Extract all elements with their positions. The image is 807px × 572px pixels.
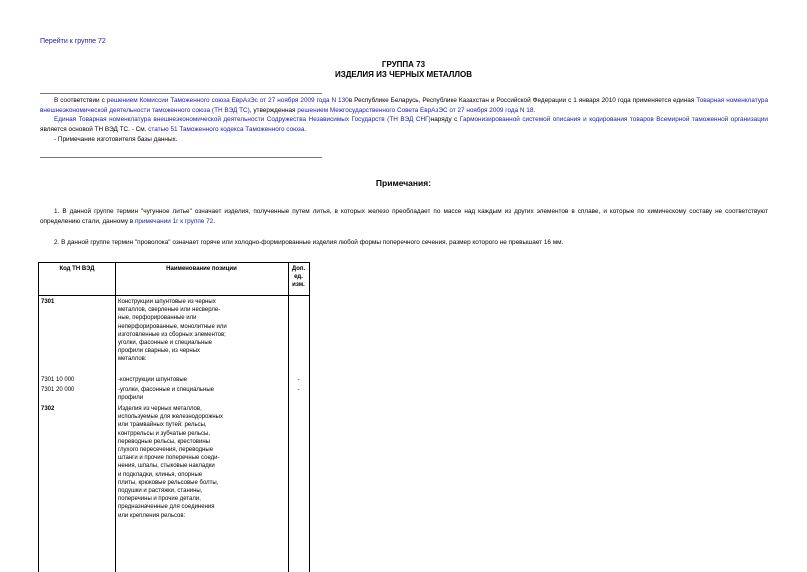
note-text: 1. В данной группе термин "чугунное литье" означает изделия, полученные путем литья, в которых железо преобладает по массе над каждым из других элементов в сплаве, и которые по химическому составу не соответствуют определению стали, данному в	[40, 208, 768, 225]
description-line: профили сварные, из черных	[118, 348, 201, 355]
description-line: штанги и прочие поперечные соеди-	[118, 455, 220, 462]
header-unit-line: изм.	[292, 282, 305, 288]
description-line: подушки и растяжки, станины,	[118, 488, 203, 495]
header-unit-line: Доп.	[291, 266, 306, 272]
table-row-code: 7302	[41, 406, 55, 412]
description-line: ные, перфорированные или	[118, 315, 197, 322]
description-line: или трамвайных путей: рельсы,	[118, 422, 207, 429]
preamble-text: , утвержденная	[249, 107, 298, 114]
table-row-description	[118, 376, 284, 384]
note-72-link[interactable]: примечании 1г к группе 72	[134, 218, 214, 225]
divider-bottom	[40, 157, 322, 158]
note-2	[40, 238, 768, 248]
preamble-text: наряду с	[430, 116, 460, 123]
column-divider	[288, 263, 289, 572]
council-decision-link[interactable]: решением Межгосударственного Совета ЕврАзЭС от 27 ноября 2009 года N 18	[297, 107, 534, 114]
preamble-text: является основой ТН ВЭД ТС. - См.	[40, 126, 149, 133]
commission-decision-link[interactable]: решением Комиссии Таможенного союза ЕврАзЭс от 27 ноября 2009 года N 130	[106, 97, 349, 104]
description-line: -уголки, фасонные и специальные	[118, 387, 215, 393]
note-1	[40, 207, 768, 227]
description-line: профили	[118, 395, 144, 402]
tnved-ts-link[interactable]: Товарная номенклатура внешнеэкономической деятельности таможенного союза (ТН ВЭД ТС)	[40, 97, 769, 114]
table-row-description	[118, 405, 284, 520]
description-line: переводные рельсы, крестовины	[118, 438, 210, 445]
tariff-table	[38, 262, 310, 572]
preamble-paragraph-3	[40, 135, 768, 145]
table-row-description	[118, 386, 284, 402]
db-maker-note: - Примечание изготовителя базы данных.	[54, 136, 178, 143]
description-line: и подкладки, клинья, опорные	[118, 471, 203, 478]
notes-heading: Примечания:	[375, 178, 432, 188]
table-row-unit: -	[297, 377, 300, 383]
preamble-paragraph-2	[40, 115, 768, 135]
description-line: поперечины и прочие детали,	[118, 496, 201, 503]
description-line: Изделия из черных металлов,	[118, 406, 202, 412]
description-line: уголки, фасонные и специальные	[118, 340, 213, 347]
customs-code-article-link[interactable]: статью 51 Таможенного кодекса Таможенного союза	[148, 126, 305, 133]
description-line: металлов, сверленые или несверле-	[118, 307, 221, 314]
header-divider	[39, 295, 309, 296]
preamble-text: в Республике Беларусь, Республике Казахстан и Российской Федерации с 1 января 2010 года применяется единая	[348, 97, 697, 104]
table-row-description	[118, 298, 284, 364]
description-line: неперфорированные, монолитные или	[118, 323, 227, 330]
description-line: -конструкции шпунтовые	[118, 377, 188, 383]
preamble-text: .	[304, 126, 307, 133]
description-line: предназначенные для соединения	[118, 504, 215, 511]
header-unit	[288, 265, 309, 289]
description-line: изготовленные из сборных элементов;	[118, 331, 226, 338]
header-name: Наименование позиции	[166, 266, 237, 272]
description-line: или крепления рельсов:	[118, 512, 186, 519]
description-line: нения, шпалы, стыковые накладки	[118, 463, 215, 470]
description-line: контррельсы и зубчатые рельсы,	[118, 430, 210, 437]
description-line: используемые для железнодорожных	[118, 414, 223, 421]
column-divider	[115, 263, 116, 572]
group-name: ИЗДЕЛИЯ ИЗ ЧЕРНЫХ МЕТАЛЛОВ	[334, 70, 473, 79]
table-row-unit: -	[297, 387, 300, 393]
description-line: глухого пересечения, переводные	[118, 447, 214, 454]
preamble-text: В соответствии с	[54, 97, 107, 104]
table-row-code: 7301 10 000	[41, 377, 75, 383]
note-text: 2. В данной группе термин "проволока" означает горяче или холодно-формированные изделия любой формы поперечного сечения, размер которого не превышает 16 мм.	[54, 239, 564, 246]
description-line: плиты, крюковые рельсовые болты,	[118, 479, 219, 486]
group-title: ГРУППА 73	[381, 60, 426, 69]
preamble-paragraph-1	[40, 96, 768, 116]
table-row-code: 7301 20 000	[41, 387, 75, 393]
harmonized-system-link[interactable]: Гармонизированной системой описания и кодирования товаров Всемирной таможенной организации	[459, 116, 768, 123]
description-line: Конструкции шпунтовые из черных	[118, 299, 216, 305]
note-text: .	[213, 218, 215, 225]
preamble-text: .	[533, 107, 536, 114]
divider-top	[40, 93, 322, 94]
tnved-sng-link[interactable]: Единая Товарная номенклатура внешнеэкономической деятельности Содружества Независимых Государств (ТН ВЭД СНГ)	[54, 116, 431, 123]
description-line: металлов:	[118, 356, 147, 363]
header-code: Код ТН ВЭД	[59, 266, 95, 272]
prev-group-link[interactable]: Перейти к группе 72	[40, 38, 106, 45]
table-row-code: 7301	[41, 299, 55, 305]
header-unit-line: ед.	[294, 274, 303, 280]
